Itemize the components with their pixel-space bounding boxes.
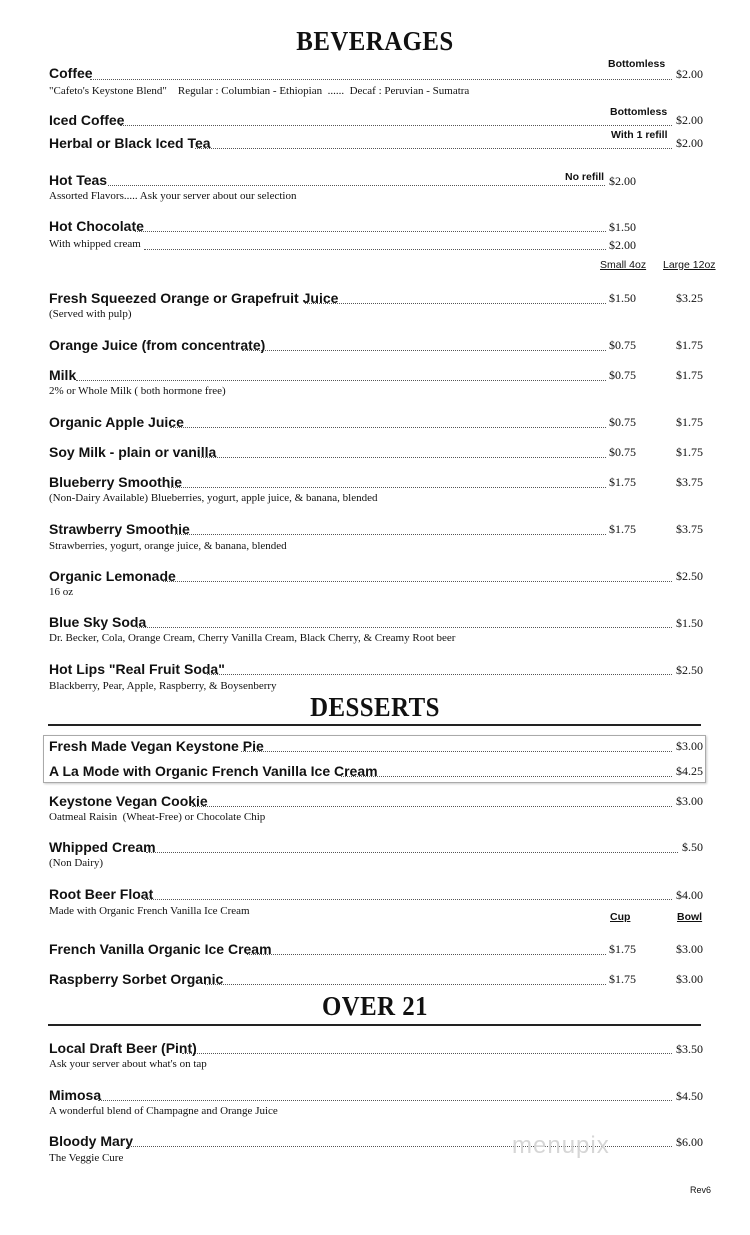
apple-juice-large: $1.75 bbox=[676, 415, 703, 429]
orange-juice-small: $0.75 bbox=[609, 338, 636, 352]
leader-dots bbox=[108, 184, 605, 186]
beverages-heading: BEVERAGES bbox=[296, 26, 454, 56]
leader-dots bbox=[242, 349, 606, 351]
strawberry-smoothie-desc: Strawberries, yogurt, orange juice, & banana, blended bbox=[49, 540, 287, 552]
root-beer-float-price: $4.00 bbox=[676, 888, 703, 902]
a-la-mode-price: $4.25 bbox=[676, 764, 703, 778]
vegan-pie-name: Fresh Made Vegan Keystone Pie bbox=[49, 738, 264, 754]
hot-lips-soda-name: Hot Lips "Real Fruit Soda" bbox=[49, 661, 225, 677]
soy-milk-small: $0.75 bbox=[609, 445, 636, 459]
coffee-note: Bottomless bbox=[608, 58, 666, 70]
coffee-desc: "Cafeto's Keystone Blend" Regular : Columbian - Ethiopian ...... Decaf : Peruvian - Sumatra bbox=[49, 85, 470, 97]
blue-sky-soda-price: $1.50 bbox=[676, 616, 703, 630]
col-cup-header: Cup bbox=[610, 911, 631, 923]
hot-teas-desc: Assorted Flavors..... Ask your server about our selection bbox=[49, 190, 297, 202]
leader-dots bbox=[137, 626, 672, 628]
draft-beer-name: Local Draft Beer (Pint) bbox=[49, 1040, 197, 1056]
iced-tea-name: Herbal or Black Iced Tea bbox=[49, 135, 211, 151]
hot-lips-soda-desc: Blackberry, Pear, Apple, Raspberry, & Boysenberry bbox=[49, 680, 277, 692]
vegan-cookie-name: Keystone Vegan Cookie bbox=[49, 793, 208, 809]
leader-dots bbox=[182, 1052, 672, 1054]
soy-milk-large: $1.75 bbox=[676, 445, 703, 459]
mimosa-name: Mimosa bbox=[49, 1087, 102, 1103]
leader-dots bbox=[98, 1099, 672, 1101]
leader-dots bbox=[175, 533, 606, 535]
hot-chocolate-desc: With whipped cream bbox=[49, 238, 141, 250]
whipped-cream-name: Whipped Cream bbox=[49, 839, 156, 855]
whipped-cream-desc: (Non Dairy) bbox=[49, 857, 104, 869]
blue-sky-soda-name: Blue Sky Soda bbox=[49, 614, 147, 630]
hot-teas-note: No refill bbox=[565, 171, 605, 183]
leader-dots bbox=[168, 486, 606, 488]
coffee-price: $2.00 bbox=[676, 67, 703, 81]
blueberry-smoothie-large: $3.75 bbox=[676, 475, 703, 489]
hot-lips-soda-price: $2.50 bbox=[676, 663, 703, 677]
hot-teas-name: Hot Teas bbox=[49, 172, 108, 188]
hot-teas-price: $2.00 bbox=[609, 174, 636, 188]
section-divider bbox=[48, 724, 701, 726]
leader-dots bbox=[120, 124, 672, 126]
leader-dots bbox=[341, 775, 672, 777]
root-beer-float-desc: Made with Organic French Vanilla Ice Cream bbox=[49, 905, 250, 917]
apple-juice-name: Organic Apple Juice bbox=[49, 414, 184, 430]
bloody-mary-name: Bloody Mary bbox=[49, 1133, 134, 1149]
iced-coffee-name: Iced Coffee bbox=[49, 112, 125, 128]
iced-coffee-note: Bottomless bbox=[610, 106, 668, 118]
strawberry-smoothie-name: Strawberry Smoothie bbox=[49, 521, 190, 537]
hot-chocolate-name: Hot Chocolate bbox=[49, 218, 144, 234]
iced-tea-price: $2.00 bbox=[676, 136, 703, 150]
leader-dots bbox=[90, 78, 672, 80]
leader-dots bbox=[195, 147, 672, 149]
fresh-juice-small: $1.50 bbox=[609, 291, 636, 305]
leader-dots bbox=[146, 851, 678, 853]
milk-desc: 2% or Whole Milk ( both hormone free) bbox=[49, 385, 226, 397]
vegan-cookie-price: $3.00 bbox=[676, 794, 703, 808]
ice-cream-name: French Vanilla Organic Ice Cream bbox=[49, 941, 272, 957]
blueberry-smoothie-small: $1.75 bbox=[609, 475, 636, 489]
over21-heading: OVER 21 bbox=[321, 991, 429, 1021]
sorbet-name: Raspberry Sorbet Organic bbox=[49, 971, 224, 987]
sorbet-cup: $1.75 bbox=[609, 972, 636, 986]
desserts-heading: DESSERTS bbox=[310, 692, 440, 722]
leader-dots bbox=[207, 673, 672, 675]
leader-dots bbox=[305, 302, 606, 304]
leader-dots bbox=[199, 456, 606, 458]
fresh-juice-large: $3.25 bbox=[676, 291, 703, 305]
lemonade-name: Organic Lemonade bbox=[49, 568, 176, 584]
leader-dots bbox=[144, 898, 672, 900]
vegan-pie-price: $3.00 bbox=[676, 739, 703, 753]
blueberry-smoothie-desc: (Non-Dairy Available) Blueberries, yogurt, apple juice, & banana, blended bbox=[49, 492, 378, 504]
menupix-watermark: menupix bbox=[512, 1132, 610, 1159]
bloody-mary-desc: The Veggie Cure bbox=[49, 1152, 124, 1164]
leader-dots bbox=[163, 580, 672, 582]
milk-small: $0.75 bbox=[609, 368, 636, 382]
soy-milk-name: Soy Milk - plain or vanilla bbox=[49, 444, 217, 460]
hot-chocolate-price: $1.50 bbox=[609, 220, 636, 234]
leader-dots bbox=[192, 805, 672, 807]
revision-label: Rev6 bbox=[690, 1185, 712, 1195]
leader-dots bbox=[241, 750, 672, 752]
iced-coffee-price: $2.00 bbox=[676, 113, 703, 127]
leader-dots bbox=[144, 248, 606, 250]
blueberry-smoothie-name: Blueberry Smoothie bbox=[49, 474, 183, 490]
iced-tea-note: With 1 refill bbox=[611, 129, 668, 141]
hot-chocolate-desc-price: $2.00 bbox=[609, 238, 636, 252]
strawberry-smoothie-small: $1.75 bbox=[609, 522, 636, 536]
leader-dots bbox=[170, 426, 606, 428]
sorbet-bowl: $3.00 bbox=[676, 972, 703, 986]
ice-cream-bowl: $3.00 bbox=[676, 942, 703, 956]
lemonade-desc: 16 oz bbox=[49, 586, 74, 598]
fresh-juice-name: Fresh Squeezed Orange or Grapefruit Juice bbox=[49, 290, 339, 306]
draft-beer-desc: Ask your server about what's on tap bbox=[49, 1058, 207, 1070]
lemonade-price: $2.50 bbox=[676, 569, 703, 583]
a-la-mode-name: A La Mode with Organic French Vanilla Ice Cream bbox=[49, 763, 378, 779]
coffee-name: Coffee bbox=[49, 65, 93, 81]
bloody-mary-price: $6.00 bbox=[676, 1135, 703, 1149]
col-small-header: Small 4oz bbox=[600, 259, 647, 271]
mimosa-price: $4.50 bbox=[676, 1089, 703, 1103]
orange-juice-name: Orange Juice (from concentrate) bbox=[49, 337, 266, 353]
vegan-cookie-desc: Oatmeal Raisin (Wheat-Free) or Chocolate Chip bbox=[49, 811, 266, 823]
blue-sky-soda-desc: Dr. Becker, Cola, Orange Cream, Cherry Vanilla Cream, Black Cherry, & Creamy Root beer bbox=[49, 632, 456, 644]
milk-large: $1.75 bbox=[676, 368, 703, 382]
orange-juice-large: $1.75 bbox=[676, 338, 703, 352]
ice-cream-cup: $1.75 bbox=[609, 942, 636, 956]
col-bowl-header: Bowl bbox=[677, 911, 703, 923]
fresh-juice-desc: (Served with pulp) bbox=[49, 308, 132, 320]
section-divider bbox=[48, 1024, 701, 1026]
draft-beer-price: $3.50 bbox=[676, 1042, 703, 1056]
leader-dots bbox=[135, 230, 606, 232]
root-beer-float-name: Root Beer Float bbox=[49, 886, 154, 902]
apple-juice-small: $0.75 bbox=[609, 415, 636, 429]
whipped-cream-price: $.50 bbox=[682, 840, 703, 854]
leader-dots bbox=[247, 953, 606, 955]
leader-dots bbox=[205, 983, 606, 985]
milk-name: Milk bbox=[49, 367, 77, 383]
col-large-header: Large 12oz bbox=[663, 259, 716, 271]
mimosa-desc: A wonderful blend of Champagne and Orange Juice bbox=[49, 1105, 278, 1117]
leader-dots bbox=[76, 379, 606, 381]
strawberry-smoothie-large: $3.75 bbox=[676, 522, 703, 536]
